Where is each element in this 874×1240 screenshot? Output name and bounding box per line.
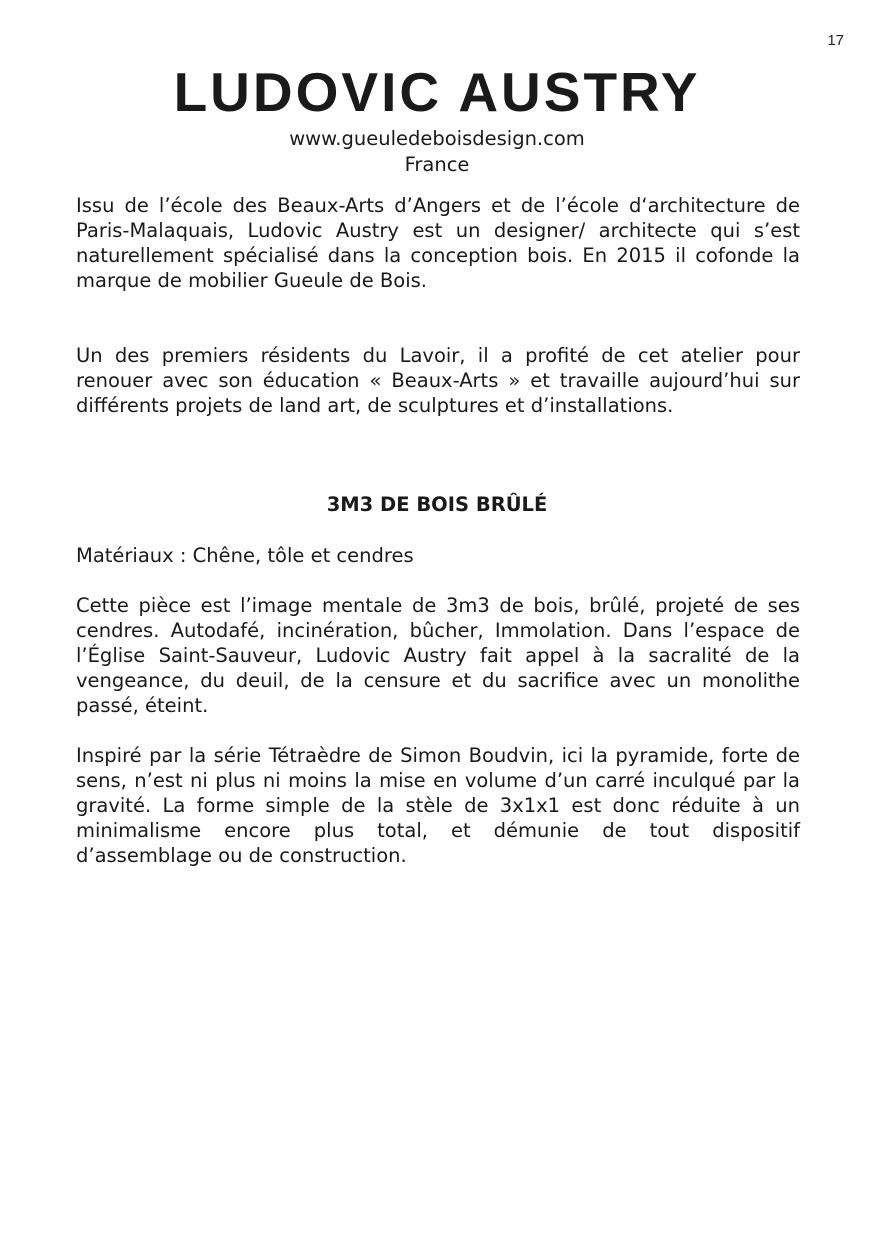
bio-paragraph: Issu de l’école des Beaux-Arts d’Angers et de l’école d‘architecture de Paris-Malaquais, Ludovic Austry est un designer/ architecte qui s’est naturellement spécialisé dans la conception bois. En 2015 il cofonde la marque de mobilier Gueule de Bois. [76, 194, 800, 292]
work-description-paragraph: Inspiré par la série Tétraèdre de Simon Boudvin, ici la pyramide, forte de sens, n’est ni plus ni moins la mise en volume d’un carré inculqué par la gravité. La forme simple de la stèle de 3x1x1 est donc réduite à un minimalisme encore plus total, et démunie de tout dispositif d’assemblage ou de construction. [76, 744, 800, 867]
artist-country: France [404, 153, 470, 176]
work-title: 3M3 DE BOIS BRÛLÉ [326, 493, 548, 516]
artist-website: www.gueuledeboisdesign.com [289, 127, 585, 150]
artist-name-heading: LUDOVIC AUSTRY [173, 61, 701, 123]
page-number: 17 [827, 32, 844, 49]
work-materials: Matériaux : Chêne, tôle et cendres [76, 544, 414, 567]
bio-paragraph: Un des premiers résidents du Lavoir, il a profité de cet atelier pour renouer avec son éducation « Beaux-Arts » et travaille aujourd’hui sur différents projets de land art, de sculptures et d’installations. [76, 344, 800, 417]
work-description-paragraph: Cette pièce est l’image mentale de 3m3 de bois, brûlé, projeté de ses cendres. Autodafé, incinération, bûcher, Immolation. Dans l’espace de l’Église Saint-Sauveur, Ludovic Austry fait appel à la sacralité de la vengeance, du deuil, de la censure et du sacrifice avec un monolithe passé, éteint. [76, 594, 800, 717]
